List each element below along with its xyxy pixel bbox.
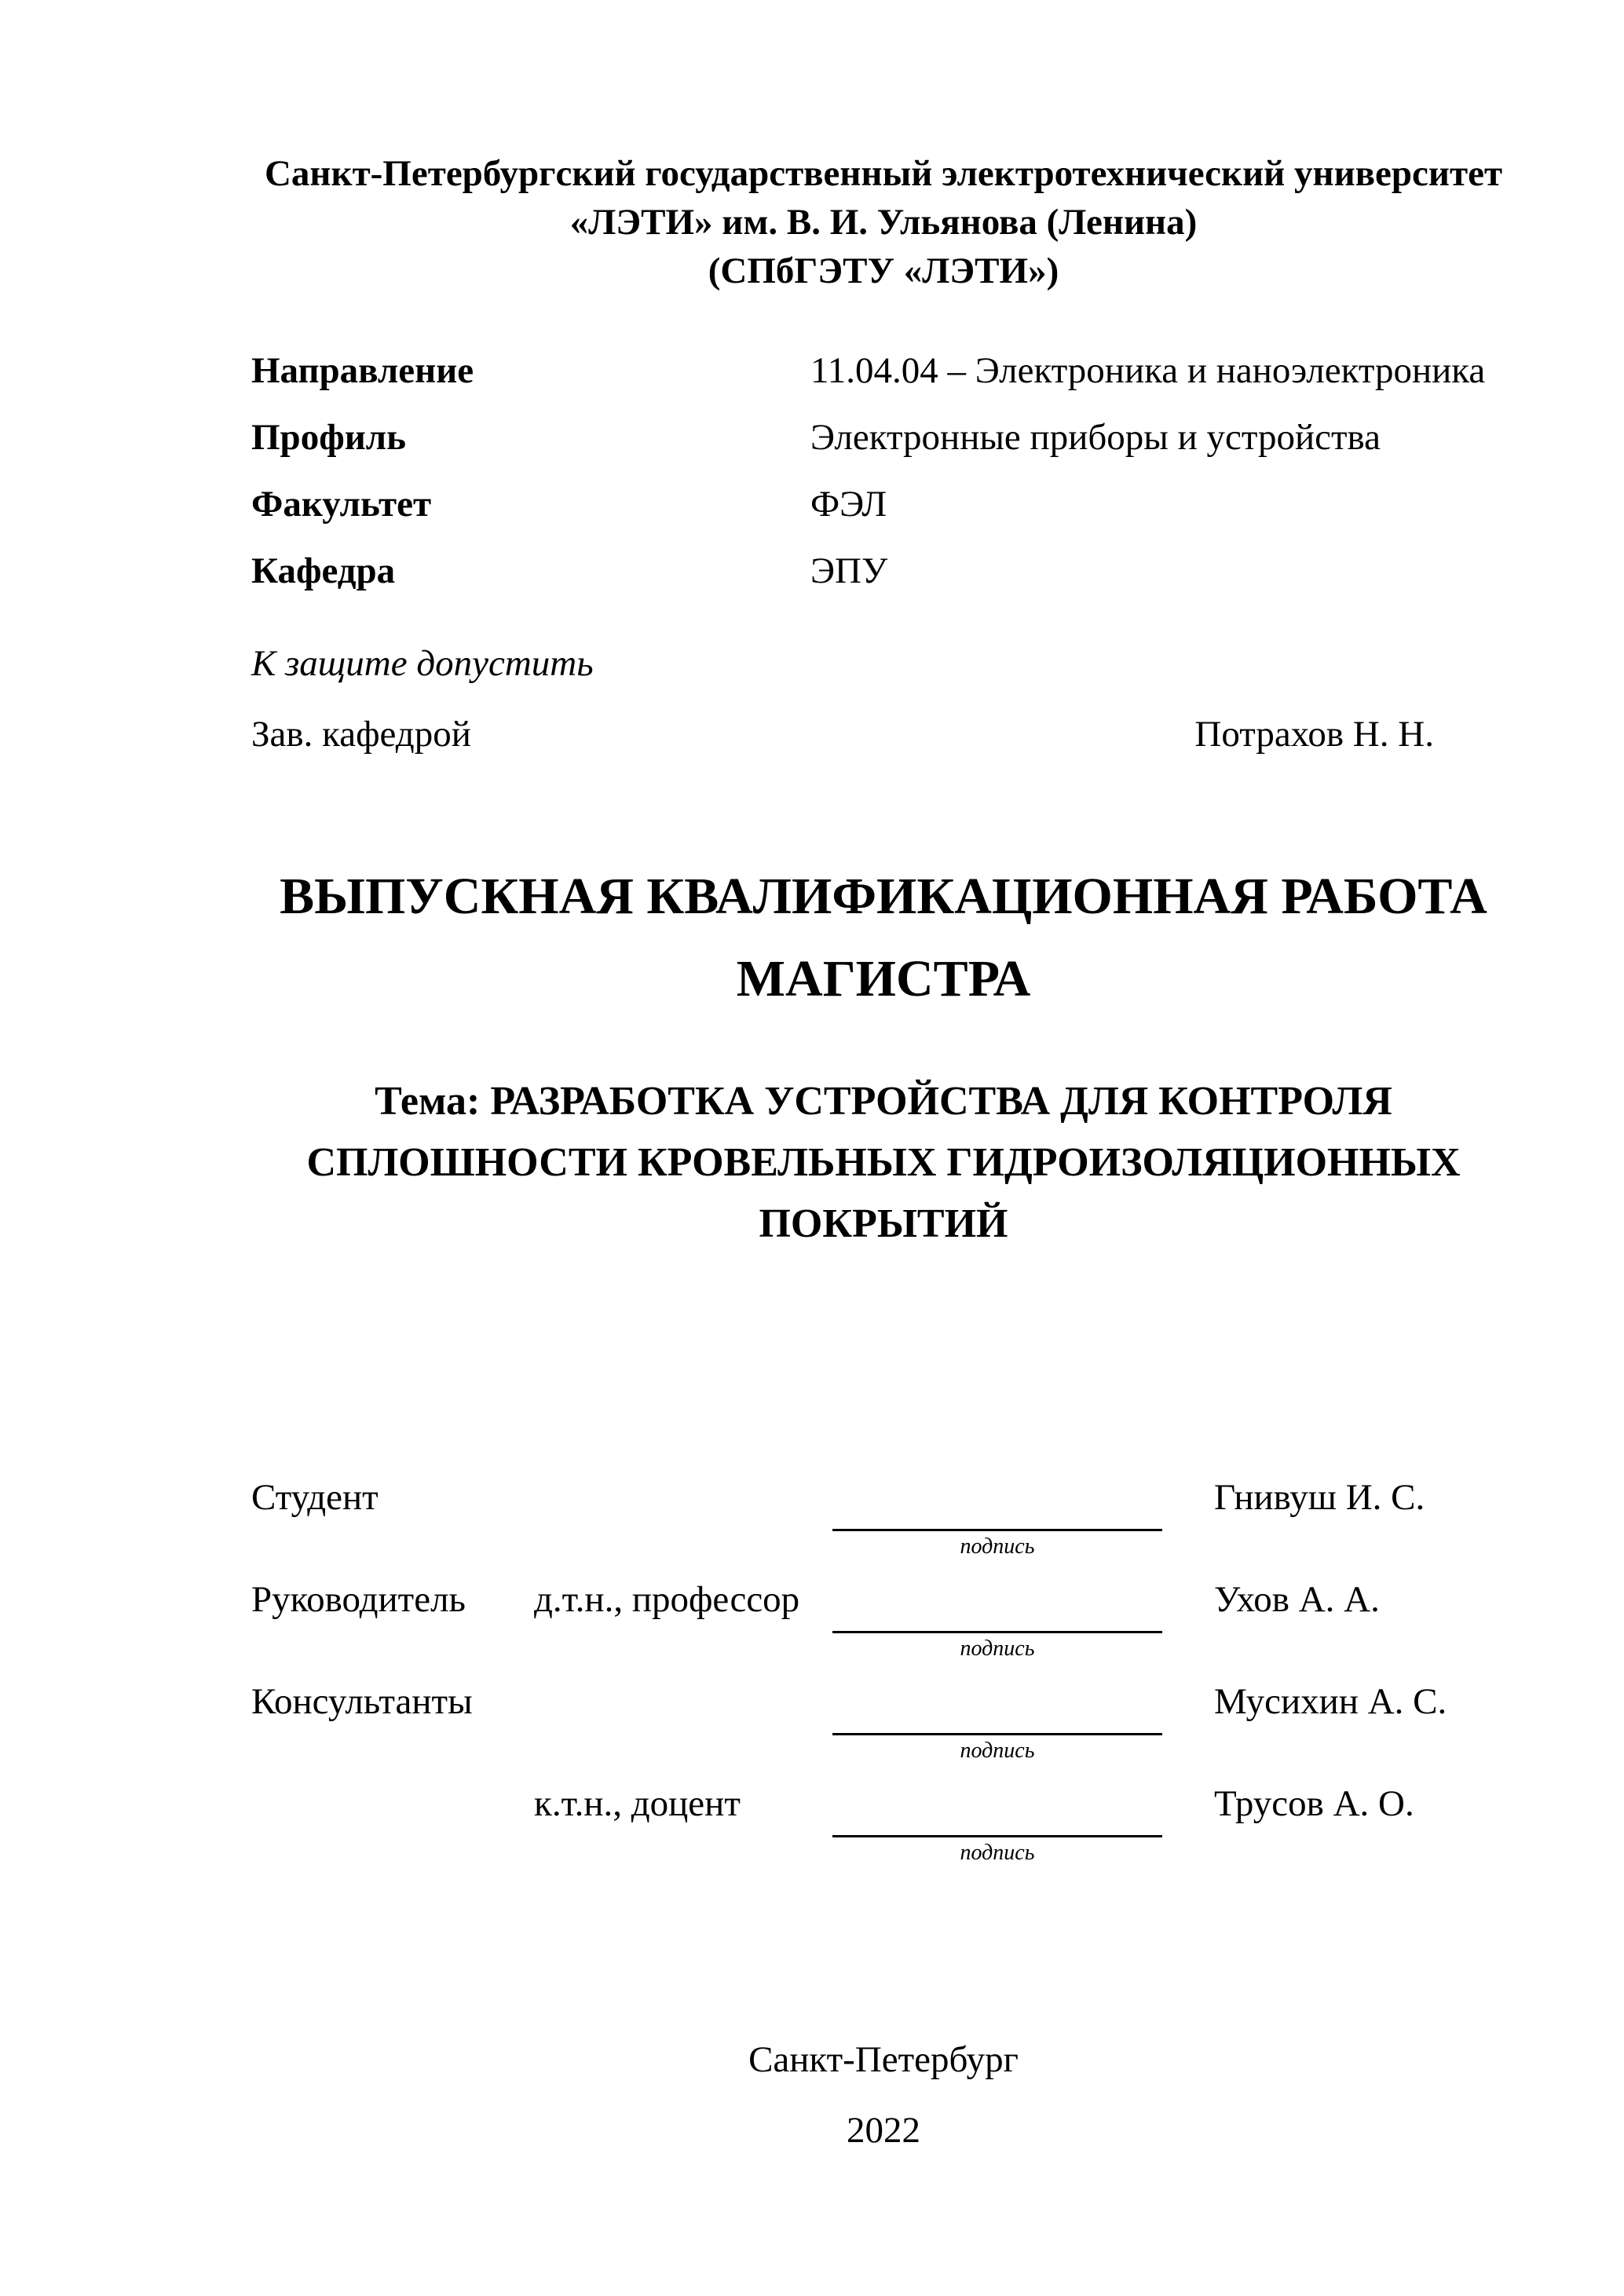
field-value-direction: 11.04.04 – Электроника и наноэлектроника: [810, 350, 1486, 391]
program-fields: [251, 352, 1516, 590]
consultant-2-name: Трусов А. О.: [1214, 1783, 1414, 1824]
supervisor-name: Ухов А. А.: [1214, 1579, 1380, 1620]
field-row-department: [251, 552, 1516, 590]
field-value-department: ЭПУ: [810, 550, 888, 591]
thesis-title-line-1: ВЫПУСКНАЯ КВАЛИФИКАЦИОННАЯ РАБОТА: [280, 868, 1487, 925]
field-value-profile: Электронные приборы и устройства: [810, 417, 1381, 458]
signature-line: [832, 1835, 1162, 1837]
thesis-topic: [251, 1071, 1516, 1255]
field-row-direction: [251, 352, 1516, 389]
consultant-2-degree-label: к.т.н., доцент: [534, 1783, 741, 1824]
supervisor-signature-area: [832, 1581, 1162, 1683]
footer-year: 2022: [847, 2110, 920, 2151]
university-name-line-2: «ЛЭТИ» им. В. И. Ульянова (Ленина): [569, 202, 1198, 243]
signature-row-student: [251, 1479, 1516, 1581]
field-label-faculty: Факультет: [251, 484, 432, 525]
consultant-2-role-label: [251, 1785, 534, 1887]
university-name-line-3: (СПбГЭТУ «ЛЭТИ»): [708, 250, 1059, 291]
signature-caption: подпись: [960, 1534, 1035, 1559]
thesis-topic-line-2: СПЛОШНОСТИ КРОВЕЛЬНЫХ ГИДРОИЗОЛЯЦИОННЫХ: [306, 1140, 1461, 1185]
supervisor-role-label: Руководитель: [251, 1579, 466, 1620]
signature-row-consultant-1: [251, 1683, 1516, 1785]
student-degree-label: [534, 1479, 832, 1581]
university-header: [251, 149, 1516, 295]
field-label-direction: Направление: [251, 350, 474, 391]
field-row-faculty: [251, 485, 1516, 523]
student-name: Гнивуш И. С.: [1214, 1477, 1425, 1518]
signature-row-consultant-2: [251, 1785, 1516, 1887]
consultants-role-label: Консультанты: [251, 1681, 473, 1722]
student-role-label: Студент: [251, 1477, 379, 1518]
consultant-2-signature-area: [832, 1785, 1162, 1887]
admission-row: [251, 715, 1516, 753]
consultant-1-signature-area: [832, 1683, 1162, 1785]
field-label-department: Кафедра: [251, 550, 396, 591]
field-value-faculty: ФЭЛ: [810, 484, 887, 525]
consultant-1-name: Мусихин А. С.: [1214, 1681, 1447, 1722]
thesis-topic-line-1: Тема: РАЗРАБОТКА УСТРОЙСТВА ДЛЯ КОНТРОЛЯ: [375, 1079, 1392, 1124]
signature-line: [832, 1529, 1162, 1531]
thesis-topic-line-3: ПОКРЫТИЙ: [759, 1201, 1008, 1246]
signature-line: [832, 1733, 1162, 1735]
department-head-label: Зав. кафедрой: [251, 714, 471, 755]
department-head-name: Потрахов Н. Н.: [1194, 714, 1434, 755]
university-name-line-1: Санкт-Петербургский государственный электротехнический университет: [264, 153, 1503, 194]
student-signature-area: [832, 1479, 1162, 1581]
signature-line: [832, 1631, 1162, 1633]
signature-caption: подпись: [960, 1636, 1035, 1661]
thesis-title-line-2: МАГИСТРА: [736, 950, 1031, 1007]
consultant-1-degree-label: [534, 1683, 832, 1785]
signature-caption: подпись: [960, 1841, 1035, 1865]
admission-note: К защите допустить: [251, 643, 594, 684]
signature-section: [251, 1479, 1516, 1887]
supervisor-degree-label: д.т.н., профессор: [534, 1579, 800, 1620]
signature-row-supervisor: [251, 1581, 1516, 1683]
footer: [251, 2024, 1516, 2166]
field-row-profile: [251, 419, 1516, 456]
thesis-title: [251, 855, 1516, 1020]
footer-city: Санкт-Петербург: [748, 2039, 1019, 2080]
admission-block: [251, 645, 1516, 753]
signature-caption: подпись: [960, 1738, 1035, 1763]
field-label-profile: Профиль: [251, 417, 407, 458]
